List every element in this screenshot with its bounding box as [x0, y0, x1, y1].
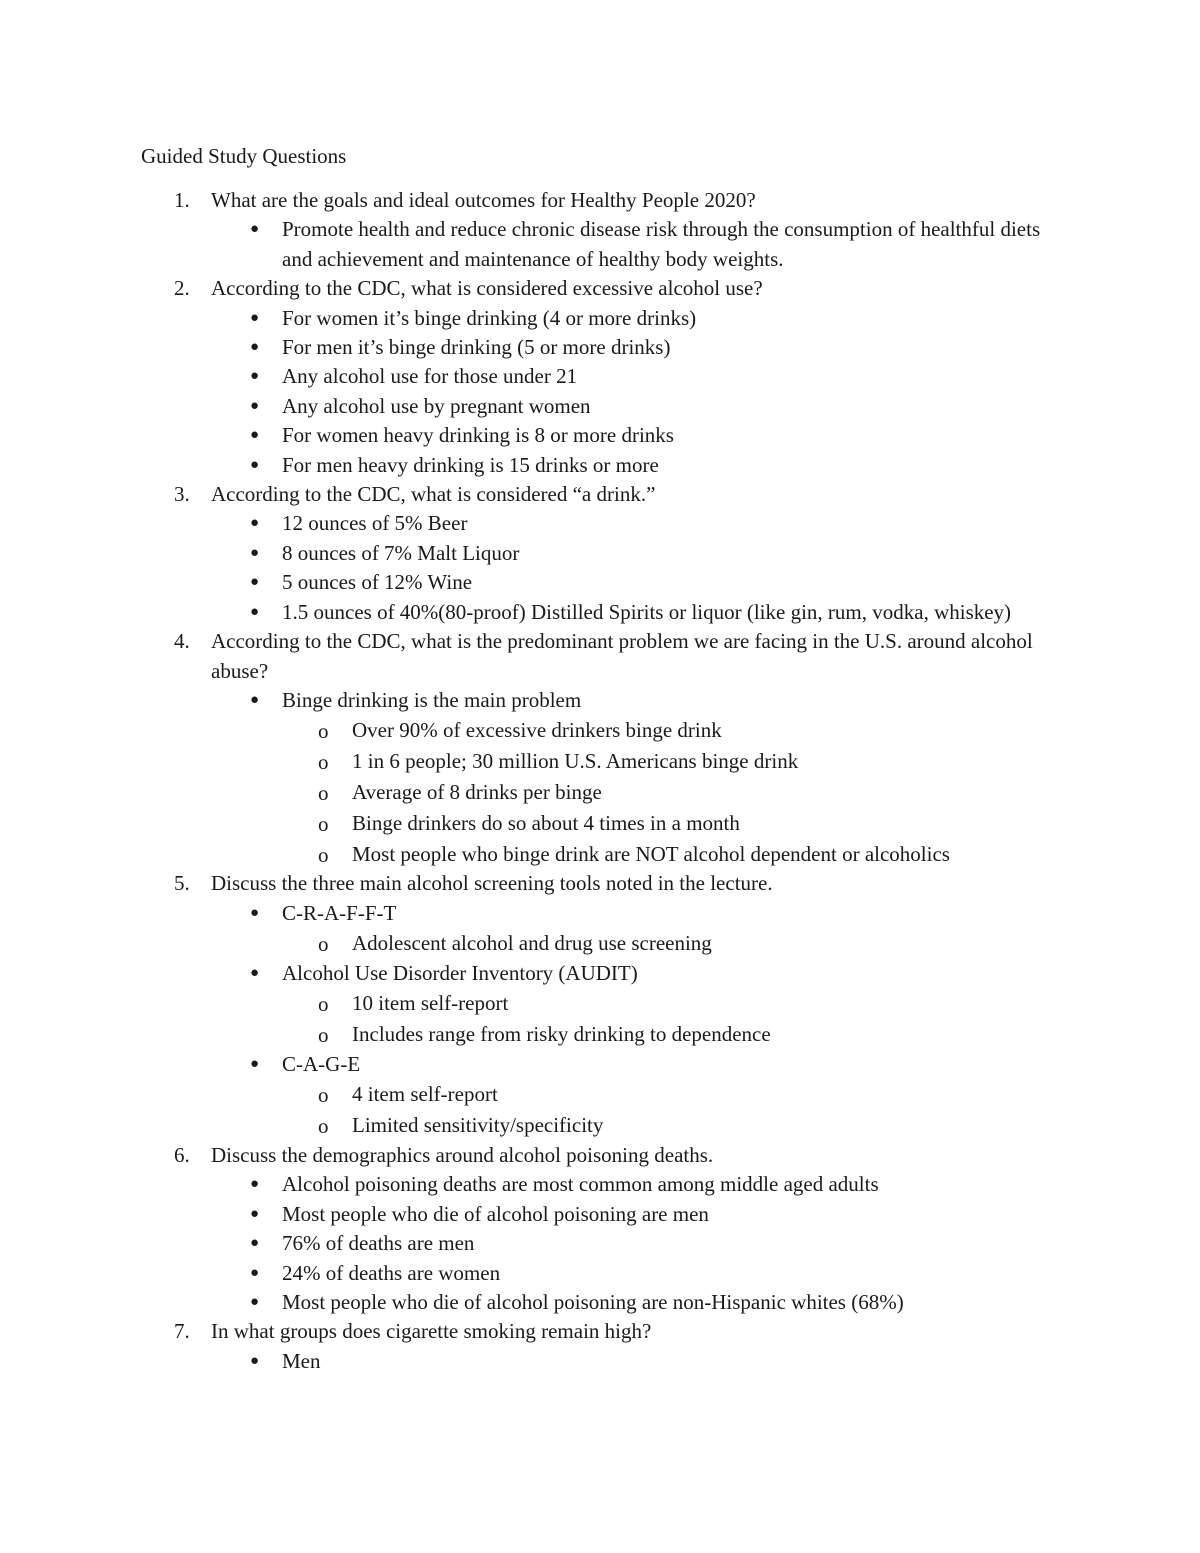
question-item: [0, 1317, 1200, 1346]
sub-bullet: [0, 746, 1200, 777]
question-text: Discuss the three main alcohol screening tools noted in the lecture.: [211, 871, 773, 896]
question-text: According to the CDC, what is considered “a drink.”: [211, 482, 656, 507]
bullet-icon: [250, 598, 259, 627]
answer-bullet: [0, 1259, 1200, 1288]
bullet-icon: [250, 1259, 259, 1288]
sub-bullet-icon: o: [318, 932, 329, 957]
bullet-text: For women it’s binge drinking (4 or more drinks): [282, 305, 697, 330]
bullet-icon: [250, 421, 259, 450]
bullet-icon: [250, 362, 259, 391]
page-title: Guided Study Questions: [141, 144, 347, 168]
sub-bullet: [0, 928, 1200, 959]
question-item: [0, 186, 1200, 215]
answer-bullet: [0, 1288, 1200, 1317]
bullet-text: For men heavy drinking is 15 drinks or more: [282, 452, 659, 477]
bullet-icon: [250, 333, 259, 362]
bullet-text: For men it’s binge drinking (5 or more drinks): [282, 335, 671, 360]
question-list: [0, 186, 1200, 1376]
answer-bullet: [0, 1229, 1200, 1258]
bullet-text: 5 ounces of 12% Wine: [282, 570, 473, 595]
question-text: Discuss the demographics around alcohol poisoning deaths.: [211, 1142, 714, 1167]
sub-bullet-icon: o: [318, 842, 329, 867]
sub-bullet: [0, 715, 1200, 746]
sub-bullet-text: Over 90% of excessive drinkers binge drink: [352, 718, 722, 743]
question-number: 2.: [174, 276, 190, 301]
question-number: 3.: [174, 482, 190, 507]
sub-bullet-text: Limited sensitivity/specificity: [352, 1113, 604, 1138]
answer-bullet: [0, 1200, 1200, 1229]
sub-bullet-icon: o: [318, 780, 329, 805]
bullet-icon: [250, 1170, 259, 1199]
sub-bullet-icon: o: [318, 719, 329, 744]
sub-bullet-text: 4 item self-report: [352, 1082, 498, 1107]
question-text: According to the CDC, what is the predominant problem we are facing in the U.S. around alcohol abuse?: [211, 629, 1033, 683]
question-text: According to the CDC, what is considered excessive alcohol use?: [211, 276, 763, 301]
sub-bullet-text: Binge drinkers do so about 4 times in a month: [352, 810, 740, 835]
question-text: What are the goals and ideal outcomes for Healthy People 2020?: [211, 188, 756, 212]
question-number: 7.: [174, 1319, 190, 1344]
sub-bullet: [0, 988, 1200, 1019]
bullet-icon: [250, 392, 259, 421]
answer-bullet: [0, 899, 1200, 928]
answer-bullet: [0, 392, 1200, 421]
answer-bullet: [0, 539, 1200, 568]
bullet-icon: [250, 1229, 259, 1258]
sub-bullet-text: Includes range from risky drinking to dependence: [352, 1022, 771, 1047]
bullet-text: For women heavy drinking is 8 or more drinks: [282, 423, 674, 448]
sub-bullet: [0, 1079, 1200, 1110]
bullet-text: 12 ounces of 5% Beer: [282, 511, 468, 536]
answer-bullet: [0, 686, 1200, 715]
sub-bullet-text: Most people who binge drink are NOT alcohol dependent or alcoholics: [352, 841, 950, 866]
answer-bullet: [0, 1170, 1200, 1199]
bullet-text: Most people who die of alcohol poisoning are men: [282, 1201, 709, 1226]
bullet-text: Alcohol Use Disorder Inventory (AUDIT): [282, 960, 638, 985]
sub-bullet: [0, 1019, 1200, 1050]
bullet-text: C-R-A-F-F-T: [282, 900, 397, 925]
answer-bullet: [0, 451, 1200, 480]
bullet-text: 24% of deaths are women: [282, 1260, 501, 1285]
bullet-icon: [250, 899, 259, 928]
sub-bullet-text: 10 item self-report: [352, 991, 509, 1016]
bullet-text: 8 ounces of 7% Malt Liquor: [282, 540, 520, 565]
bullet-text: C-A-G-E: [282, 1051, 361, 1076]
answer-bullet: [0, 304, 1200, 333]
bullet-text: Any alcohol use for those under 21: [282, 364, 578, 389]
bullet-icon: [250, 959, 259, 988]
question-item: [0, 1141, 1200, 1170]
answer-bullet: [0, 509, 1200, 538]
question-item: [0, 480, 1200, 509]
bullet-text: Alcohol poisoning deaths are most common among middle aged adults: [282, 1172, 879, 1197]
bullet-icon: [250, 215, 259, 244]
sub-bullet-text: Average of 8 drinks per binge: [352, 779, 602, 804]
question-text: In what groups does cigarette smoking remain high?: [211, 1319, 652, 1344]
bullet-text: 1.5 ounces of 40%(80-proof) Distilled Spirits or liquor (like gin, rum, vodka, whiskey): [282, 599, 1012, 624]
sub-bullet: [0, 839, 1200, 870]
question-item: [0, 627, 1200, 686]
question-item: [0, 274, 1200, 303]
bullet-icon: [250, 686, 259, 715]
answer-bullet: [0, 568, 1200, 597]
question-number: 4.: [174, 629, 190, 654]
sub-bullet-icon: o: [318, 992, 329, 1017]
answer-bullet: [0, 598, 1200, 627]
answer-bullet: [0, 333, 1200, 362]
bullet-text: Binge drinking is the main problem: [282, 687, 582, 712]
bullet-text: Men: [282, 1348, 321, 1373]
bullet-icon: [250, 568, 259, 597]
sub-bullet: [0, 808, 1200, 839]
bullet-text: Most people who die of alcohol poisoning are non-Hispanic whites (68%): [282, 1289, 904, 1314]
answer-bullet: [0, 215, 1200, 274]
sub-bullet-icon: o: [318, 1114, 329, 1139]
bullet-icon: [250, 1050, 259, 1079]
sub-bullet: [0, 1110, 1200, 1141]
bullet-icon: [250, 539, 259, 568]
bullet-text: Promote health and reduce chronic disease risk through the consumption of healthful diets and achievement and maintenance of healthy body weights.: [282, 217, 1041, 271]
bullet-icon: [250, 509, 259, 538]
answer-bullet: [0, 1050, 1200, 1079]
bullet-icon: [250, 1288, 259, 1317]
question-number: 5.: [174, 871, 190, 896]
bullet-text: 76% of deaths are men: [282, 1231, 475, 1256]
bullet-icon: [250, 1347, 259, 1376]
bullet-icon: [250, 304, 259, 333]
sub-bullet-text: Adolescent alcohol and drug use screening: [352, 931, 712, 956]
bullet-icon: [250, 1200, 259, 1229]
question-number: 6.: [174, 1142, 190, 1167]
sub-bullet-icon: o: [318, 1023, 329, 1048]
answer-bullet: [0, 959, 1200, 988]
sub-bullet-text: 1 in 6 people; 30 million U.S. Americans binge drink: [352, 749, 799, 774]
sub-bullet-icon: o: [318, 811, 329, 836]
sub-bullet: [0, 777, 1200, 808]
answer-bullet: [0, 1347, 1200, 1376]
bullet-text: Any alcohol use by pregnant women: [282, 393, 591, 418]
question-item: [0, 869, 1200, 898]
sub-bullet-icon: o: [318, 750, 329, 775]
question-number: 1.: [174, 188, 190, 212]
answer-bullet: [0, 421, 1200, 450]
bullet-icon: [250, 451, 259, 480]
sub-bullet-icon: o: [318, 1083, 329, 1108]
answer-bullet: [0, 362, 1200, 391]
